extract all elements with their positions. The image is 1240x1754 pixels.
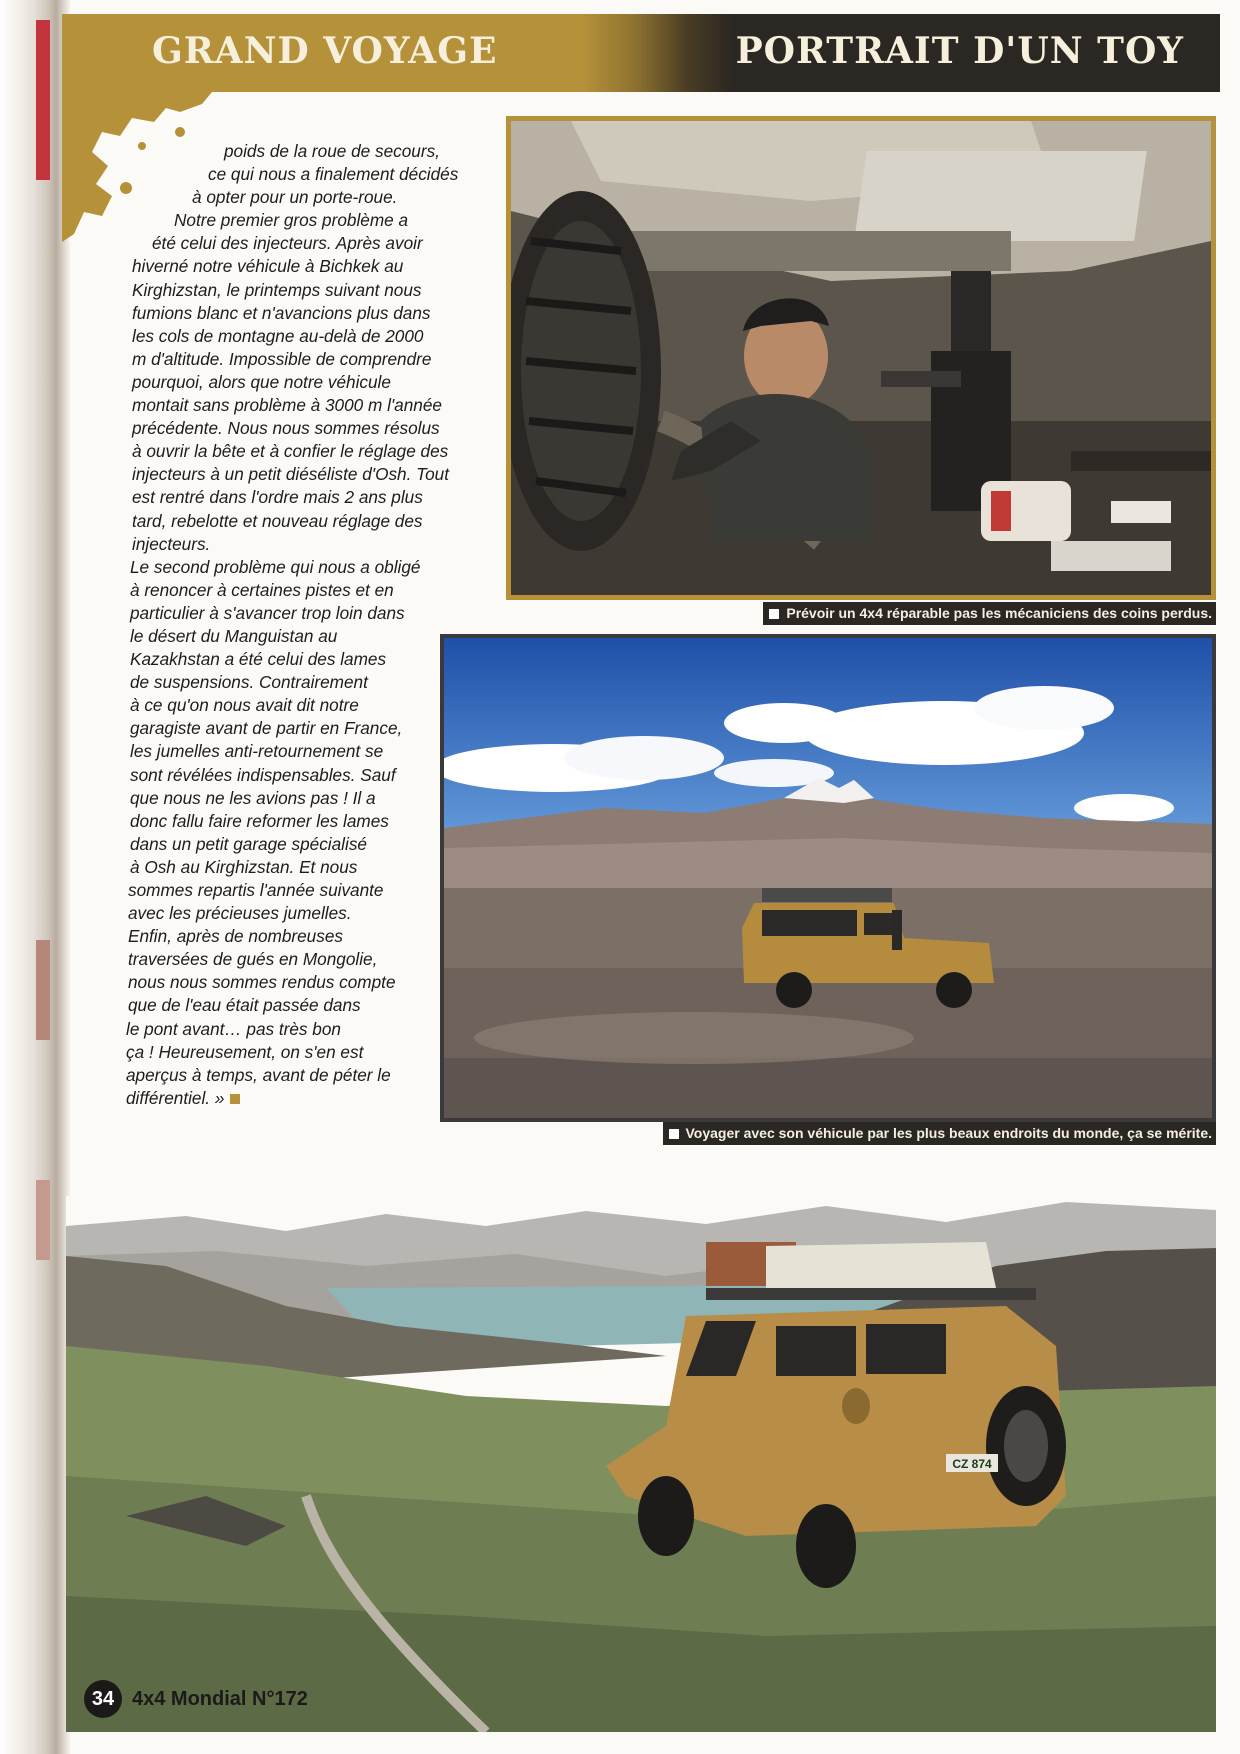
mechanic-scene [511, 121, 1211, 595]
article-line-last [118, 1087, 490, 1110]
article-line: précédente. Nous nous sommes résolus [132, 418, 440, 439]
article-line: aperçus à temps, avant de péter le [126, 1064, 391, 1085]
binding-edge [0, 0, 70, 1754]
article-line: Kirghizstan, le printemps suivant nous [132, 279, 422, 300]
article-line: garagiste avant de partir en France, [130, 718, 403, 739]
article-line: particulier à s'avancer trop loin dans [130, 602, 405, 623]
article-line: injecteurs à un petit diéséliste d'Osh. Tout [132, 464, 449, 485]
caption-text: Voyager avec son véhicule par les plus beaux endroits du monde, ça se mérite. [685, 1125, 1212, 1141]
photo-desert-plain [440, 634, 1216, 1122]
binding-stripe [36, 940, 50, 1040]
article-line: Le second problème qui nous a obligé [130, 556, 421, 577]
article-line: sommes repartis l'année suivante [128, 880, 384, 900]
license-plate-text: CZ 874 [952, 1457, 992, 1471]
article-line: m d'altitude. Impossible de comprendre [132, 348, 432, 369]
desert-scene [444, 638, 1212, 1118]
article-line: à opter pour un porte-roue. [192, 187, 398, 208]
article-line: avec les précieuses jumelles. [128, 903, 352, 924]
article-line: tard, rebelotte et nouveau réglage des [132, 510, 423, 531]
rubric-title: PORTRAIT D'UN TOY [735, 30, 1184, 72]
caption-bullet [769, 609, 779, 619]
article-line: à ce qu'on nous avait dit notre [130, 695, 359, 716]
article-line: ça ! Heureusement, on s'en est [126, 1041, 364, 1062]
article-line: Notre premier gros problème a [174, 210, 409, 231]
page-number: 34 [84, 1680, 122, 1718]
caption-bullet [669, 1129, 679, 1139]
article-line: différentiel. » [126, 1087, 225, 1108]
banner-gold-fade [582, 14, 732, 92]
article-line: que nous ne les avions pas ! Il a [130, 787, 376, 808]
mechanic-photo-caption [763, 602, 1216, 625]
article-line: les jumelles anti-retournement se [130, 741, 384, 762]
binding-stripe [36, 20, 50, 180]
article-line: sont révélées indispensables. Sauf [130, 764, 396, 785]
article-line: à Osh au Kirghizstan. Et nous [130, 856, 358, 877]
photo-mechanic [506, 116, 1216, 600]
article-line: Enfin, après de nombreuses [128, 926, 343, 947]
header-banner [62, 14, 1220, 92]
article-line: été celui des injecteurs. Après avoir [152, 233, 423, 254]
end-of-article-mark [230, 1094, 240, 1104]
article-line: donc fallu faire reformer les lames [130, 810, 389, 831]
article-text [118, 140, 490, 1110]
article-line: injecteurs. [132, 533, 211, 554]
article-line: le pont avant… pas très bon [126, 1018, 341, 1039]
article-line: fumions blanc et n'avancions plus dans [132, 302, 431, 323]
article-line: poids de la roue de secours, [224, 141, 440, 161]
article-line: les cols de montagne au-delà de 2000 [132, 325, 424, 346]
photo-lake-valley [66, 1196, 1216, 1732]
binding-stripe [36, 1180, 50, 1260]
article-line: est rentré dans l'ordre mais 2 ans plus [132, 487, 423, 508]
article-line: dans un petit garage spécialisé [130, 833, 367, 854]
article-line: que de l'eau était passée dans [128, 995, 361, 1016]
article-line: de suspensions. Contrairement [130, 672, 368, 693]
article-line: ce qui nous a finalement décidés [208, 164, 459, 185]
section-title: GRAND VOYAGE [152, 30, 498, 72]
article-line: Kazakhstan a été celui des lames [130, 649, 387, 670]
caption-text: Prévoir un 4x4 réparable pas les mécaniciens des coins perdus. [786, 605, 1212, 621]
desert-photo-caption [663, 1122, 1217, 1145]
article-line: le désert du Manguistan au [130, 625, 338, 646]
article-line: traversées de gués en Mongolie, [128, 949, 378, 970]
article-line: à renoncer à certaines pistes et en [130, 579, 394, 600]
article-line: hiverné notre véhicule à Bichkek au [132, 256, 404, 277]
valley-scene [66, 1196, 1216, 1732]
article-line: montait sans problème à 3000 m l'année [132, 395, 442, 416]
article-line: à ouvrir la bête et à confier le réglage des [132, 441, 449, 462]
article-line: nous nous sommes rendus compte [128, 972, 396, 993]
magazine-issue: 4x4 Mondial N°172 [132, 1687, 308, 1710]
article-line: pourquoi, alors que notre véhicule [132, 371, 391, 392]
page-footer [84, 1680, 308, 1718]
